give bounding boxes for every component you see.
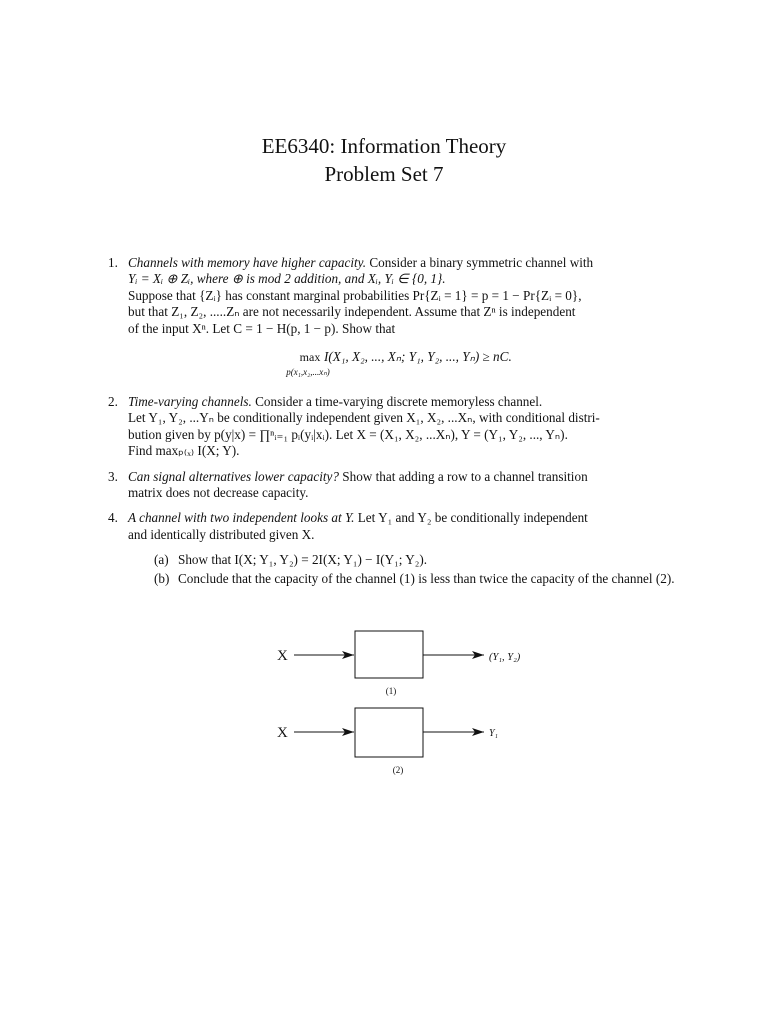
problem-line: [128, 255, 676, 271]
problem-3: [108, 469, 676, 502]
problem-title: Channels with memory have higher capacity.: [128, 255, 367, 270]
problem-line: of the input Xⁿ. Let C = 1 − H(p, 1 − p). Show that: [128, 320, 396, 336]
subitem-text: Conclude that the capacity of the channel (1) is less than twice the capacity of the channel (2).: [178, 570, 675, 586]
problem-text: Consider a time-varying discrete memoryless channel.: [255, 394, 543, 410]
problem-list: [108, 255, 676, 596]
problem-1: [108, 255, 676, 385]
channel-box: [355, 708, 423, 757]
problem-2: [108, 394, 676, 460]
diagram-input-label: X: [277, 648, 288, 664]
problem-line: [128, 394, 676, 410]
subitem-label: (b): [154, 570, 170, 586]
problem-line: but that Z₁, Z₂, .....Zₙ are not necessarily independent. Assume that Zⁿ is independent: [128, 304, 576, 320]
problem-line: Yᵢ = Xᵢ ⊕ Zᵢ, where ⊕ is mod 2 addition, and Xᵢ, Yᵢ ∈ {0, 1}.: [128, 271, 446, 287]
problem-text: Let Y₁ and Y₂ be conditionally independent: [357, 510, 588, 526]
subitem-a: [128, 552, 676, 568]
channel-box: [355, 631, 423, 678]
problem-title: Can signal alternatives lower capacity?: [128, 468, 339, 484]
problem-4: [108, 510, 676, 587]
problem-line: Let Y₁, Y₂, ...Yₙ be conditionally independent given X₁, X₂, ...Xₙ, with conditional distri-: [128, 410, 600, 426]
problem-line: and identically distributed given X.: [128, 526, 315, 542]
problem-number: 1.: [108, 255, 118, 270]
channel-diagram-1: [277, 631, 521, 696]
problem-line: Suppose that {Zᵢ} has constant marginal probabilities Pr{Zᵢ = 1} = p = 1 − Pr{Zᵢ = 0},: [128, 287, 582, 303]
problem-text: Show that adding a row to a channel transition: [342, 468, 588, 484]
problem-set-title: Problem Set 7: [324, 162, 444, 186]
subitem-list: [128, 552, 676, 587]
diagram-caption: (2): [392, 765, 404, 775]
problem-line: [128, 510, 676, 526]
problem-number: 2.: [108, 394, 118, 410]
problem-text: Consider a binary symmetric channel with: [369, 255, 594, 270]
problem-number: 3.: [108, 468, 118, 484]
equation-body: I(X₁, X₂, ..., Xₙ; Y₁, Y₂, ..., Yₙ) ≥ nC.: [324, 349, 512, 365]
problem-title: A channel with two independent looks at Y.: [128, 510, 355, 526]
problem-line: matrix does not decrease capacity.: [128, 485, 309, 501]
problem-line: bution given by p(y|x) = ∏ⁿᵢ₌₁ pᵢ(yᵢ|xᵢ). Let X = (X₁, X₂, ...Xₙ), Y = (Y₁, Y₂, ..., Yₙ).: [128, 426, 568, 442]
diagram-caption: (1): [385, 686, 397, 696]
diagram-output-label: (Y₁, Y₂): [489, 652, 521, 663]
equation-subscript: p(x₁,x₂,...xₙ): [286, 367, 330, 378]
subitem-label: (a): [154, 552, 169, 568]
problem-line: [128, 469, 676, 485]
problem-title: Time-varying channels.: [128, 394, 252, 410]
channel-diagram-2: [277, 708, 498, 775]
problem-number: 4.: [108, 510, 118, 526]
subitem-b: [128, 571, 676, 587]
subitem-text: Show that I(X; Y₁, Y₂) = 2I(X; Y₁) − I(Y₁; Y₂).: [178, 552, 428, 568]
diagram-input-label: X: [277, 725, 288, 741]
equation-operator: max: [299, 350, 321, 365]
display-equation: [128, 343, 676, 385]
course-title: EE6340: Information Theory: [261, 134, 507, 158]
diagram-output-label: Y₁: [489, 728, 499, 739]
problem-line: Find maxₚ₍ₓ₎ I(X; Y).: [128, 443, 240, 459]
